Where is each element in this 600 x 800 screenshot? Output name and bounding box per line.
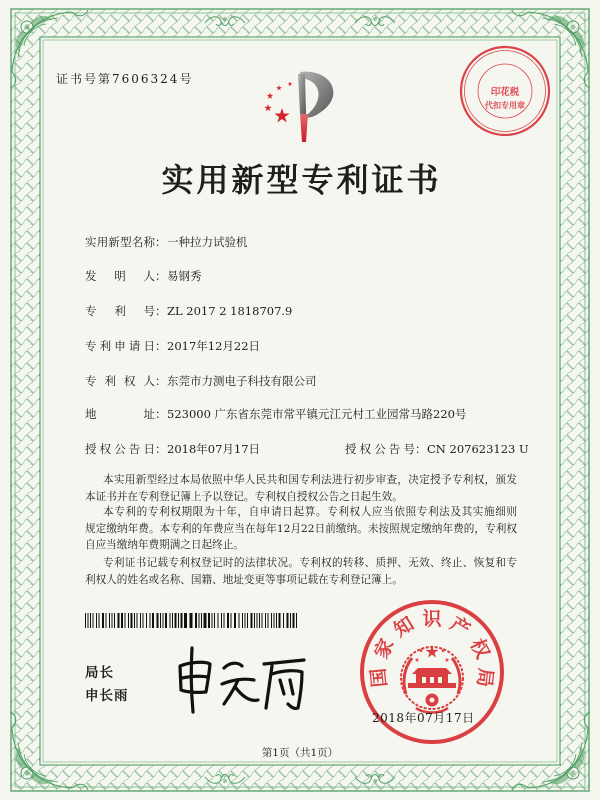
barcode-bar — [293, 613, 295, 628]
notice-line: 自应当缴纳年费期满之日起终止。 — [85, 539, 244, 551]
barcode-bar — [214, 613, 215, 628]
barcode-bar — [165, 613, 167, 628]
signature-stroke — [236, 688, 258, 700]
barcode-bar — [90, 613, 91, 628]
barcode-bar — [231, 613, 232, 628]
barcode-bar — [131, 613, 133, 628]
certificate-title: 实用新型专利证书 — [161, 161, 442, 199]
field-row-patent-number — [85, 303, 292, 319]
seal-date: 2018年07月17日 — [372, 711, 475, 725]
field-colon: ： — [155, 442, 167, 456]
field-colon: ： — [155, 304, 167, 318]
barcode-bar — [259, 613, 260, 628]
field-colon: ： — [155, 374, 167, 388]
signatory-name: 申长雨 — [85, 688, 129, 704]
barcode-bar — [242, 613, 243, 628]
field-row-filing-date — [85, 338, 260, 354]
logo-star-small-3 — [276, 85, 282, 90]
seal-ring-textpath: 国家知识产权局 — [367, 608, 497, 689]
barcode-bar — [276, 613, 277, 628]
signature-stroke — [182, 676, 208, 678]
publication-number-group — [345, 441, 529, 457]
barcode-bar — [96, 613, 97, 628]
barcode-bar — [279, 613, 281, 628]
barcode-bar — [99, 613, 100, 628]
barcode-bar — [160, 613, 161, 628]
field-row-inventor — [85, 268, 202, 284]
barcode-bar — [218, 613, 219, 628]
barcode-bar — [181, 613, 183, 628]
barcode-bar — [121, 613, 123, 628]
barcode-bar — [265, 613, 266, 628]
barcode-bar — [204, 613, 207, 628]
barcode-bar — [199, 613, 200, 628]
barcode-bar — [227, 613, 229, 628]
barcode-bar — [184, 613, 187, 628]
barcode-bar — [254, 613, 255, 628]
field-label: 专利号 — [85, 304, 155, 318]
logo-red-wedge — [300, 114, 308, 142]
barcode-bar — [190, 613, 193, 628]
field-row-address — [85, 406, 467, 422]
logo-star-large — [274, 108, 289, 122]
publication-date: 2018年07月17日 — [167, 442, 261, 456]
field-label: 专利权人 — [85, 374, 155, 388]
signatory-title: 局长 — [85, 665, 114, 681]
publication-number: CN 207623123 U — [427, 442, 529, 456]
field-value: ZL 2017 2 1818707.9 — [167, 304, 293, 318]
barcode-bar — [221, 613, 222, 628]
field-value: 易钢秀 — [167, 269, 202, 283]
barcode-bar — [150, 613, 151, 628]
notice-line: 本证书并在专利登记簿上予以登记。专利权自授权公告之日起生效。 — [85, 490, 403, 503]
field-value: 523000 广东省东莞市常平镇元江元村工业园常马路220号 — [167, 407, 467, 421]
tax-stamp-line1: 印花税 — [490, 87, 520, 98]
publication-date-label: 授权公告日 — [85, 442, 155, 456]
field-label: 发明人 — [85, 269, 155, 283]
barcode-bar — [106, 613, 107, 628]
signature-stroke — [264, 660, 304, 664]
notice-line: 本实用新型经过本局依照中华人民共和国专利法进行初步审查，决定授予专利权，颁发 — [103, 474, 517, 486]
notice-paragraph-3 — [85, 555, 517, 588]
barcode-bar — [274, 613, 275, 628]
barcode-bar — [157, 613, 159, 628]
field-label: 实用新型名称 — [85, 235, 155, 249]
barcode-bar — [247, 613, 248, 628]
barcode-bar — [262, 613, 263, 628]
logo-star-small-1 — [264, 104, 272, 111]
barcode-bar — [118, 613, 120, 628]
logo-star-small-2 — [267, 93, 274, 99]
barcode-bar — [102, 613, 104, 628]
field-row-publication — [85, 441, 529, 457]
barcode — [85, 613, 301, 628]
field-value: 东莞市力测电子科技有限公司 — [167, 374, 317, 388]
notice-line: 规定缴纳年费。本专利的年费应当在每年12月22日前缴纳。未按照规定缴纳年费的，专利权 — [85, 522, 517, 535]
logo-stem — [298, 74, 306, 114]
barcode-bar — [146, 613, 147, 628]
field-colon: ： — [155, 407, 167, 421]
barcode-bar — [287, 613, 289, 628]
barcode-bar — [208, 613, 210, 628]
barcode-bar — [137, 613, 138, 628]
barcode-bar — [257, 613, 258, 628]
barcode-bar — [85, 613, 86, 628]
barcode-bar — [143, 613, 144, 628]
barcode-bar — [172, 613, 173, 628]
barcode-bar — [163, 613, 164, 628]
barcode-bar — [271, 613, 272, 628]
signature-stroke — [266, 666, 272, 708]
barcode-bar — [195, 613, 197, 628]
signature-stroke — [272, 671, 302, 709]
field-label: 地址 — [85, 407, 155, 421]
page-indicator: 第1页（共1页） — [261, 747, 339, 759]
notice-paragraph-1 — [85, 472, 517, 505]
notice-paragraph-2 — [85, 504, 517, 554]
barcode-bar — [245, 613, 246, 628]
cnipa-logo — [250, 62, 350, 148]
barcode-bar — [178, 613, 179, 628]
barcode-bar — [152, 613, 154, 628]
barcode-bar — [93, 613, 94, 628]
signature-stroke — [191, 648, 193, 712]
barcode-bar — [283, 613, 284, 628]
barcode-bar — [239, 613, 240, 628]
barcode-bar — [201, 613, 202, 628]
signature-stroke — [290, 680, 293, 694]
field-value: 2017年12月22日 — [167, 339, 261, 353]
barcode-bar — [170, 613, 171, 628]
barcode-bar — [140, 613, 141, 628]
barcode-bar — [175, 613, 177, 628]
field-row-utility-model-name — [85, 234, 248, 250]
barcode-bar — [212, 613, 213, 628]
tax-stamp — [458, 44, 552, 138]
barcode-bar — [114, 613, 115, 628]
barcode-bar — [88, 613, 89, 628]
field-colon: ： — [155, 339, 167, 353]
notice-line: 本专利的专利权期限为十年，自申请日起算。专利权人应当依照专利法及其实施细则 — [103, 506, 517, 518]
notice-line: 专利证书记载专利权登记时的法律状况。专利权的转移、质押、无效、终止、恢复和专 — [103, 557, 517, 569]
field-row-patentee — [85, 373, 317, 389]
field-label: 专利申请日 — [85, 339, 155, 353]
barcode-bar — [296, 613, 297, 628]
national-emblem-icon — [401, 645, 463, 713]
field-colon: ： — [415, 442, 427, 456]
notice-line: 利权人的姓名或名称、国籍、地址变更等事项记载在专利登记簿上。 — [85, 573, 403, 586]
barcode-bar — [268, 613, 269, 628]
signature-stroke — [280, 680, 284, 694]
signature-stroke — [224, 663, 242, 668]
handwritten-signature — [172, 640, 312, 716]
field-colon: ： — [155, 269, 167, 283]
barcode-bar — [109, 613, 110, 628]
publication-number-label: 授权公告号 — [345, 442, 415, 456]
certificate-number: 证书号第7606324号 — [56, 72, 194, 86]
barcode-bar — [224, 613, 225, 628]
field-colon: ： — [155, 235, 167, 249]
barcode-bar — [290, 613, 291, 628]
logo-star-small-4 — [288, 82, 293, 87]
tax-stamp-line2: 代扣专用章 — [485, 100, 525, 110]
barcode-bar — [128, 613, 129, 628]
field-value: 一种拉力试验机 — [167, 235, 248, 249]
barcode-bar — [234, 613, 236, 628]
barcode-bar — [112, 613, 113, 628]
barcode-bar — [134, 613, 135, 628]
barcode-bar — [125, 613, 126, 628]
barcode-bar — [251, 613, 253, 628]
